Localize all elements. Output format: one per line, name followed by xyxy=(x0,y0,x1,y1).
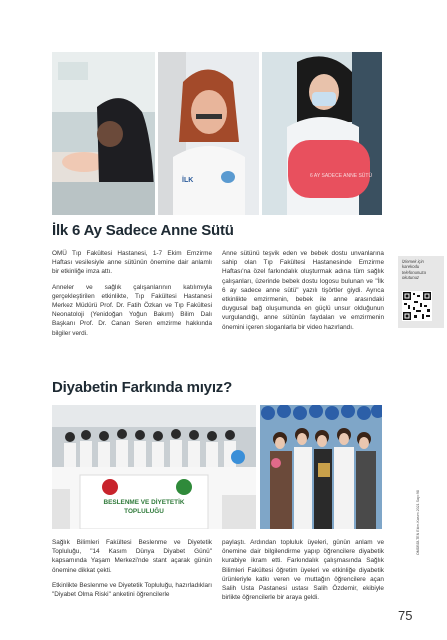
photo-masked-nurse-sign xyxy=(262,52,382,215)
photo-nurse-with-baby xyxy=(52,52,155,215)
section2-col2 xyxy=(222,538,384,608)
page-number: 75 xyxy=(398,608,413,623)
section1-col1 xyxy=(52,249,212,344)
sign-text: 6 AY SADECE ANNE SÜTÜ xyxy=(310,173,373,179)
section1-col2 xyxy=(222,249,384,338)
svg-text:İLK: İLK xyxy=(182,177,194,184)
paragraph: Anneler ve sağlık çalışanlarının katılımıyla gerçekleştirilen etkinlikte, Tıp Fakültesi Hastanesi Merkez Müdürü Prof. Dr. Fatih Özkan ve Tıp Fakültesi Neonatoloji (Yenidoğan Yoğun Bakım) Bilim Dalı Başkanı Prof. Dr. Canan Seren emzirme hakkında bilgiler verdi. xyxy=(52,283,212,337)
paragraph: Sağlık Bilimleri Fakültesi Beslenme ve Diyetetik Topluluğu, "14 Kasım Dünya Diyabet Günü" kapsamında Yaşam Merkezi'nde stant açarak günün önemine dikkat çekti. xyxy=(52,539,212,574)
paragraph: Etkinlikte Beslenme ve Diyetetik Topluluğu, hazırladıkları "Diyabet Olma Riski" anketini öğrencilerle xyxy=(52,581,212,599)
photo-students-with-plaque xyxy=(260,405,382,529)
paragraph: paylaştı. Ardından topluluk üyeleri, günün anlam ve önemine dair bilgilendirme yapıp öğrencilere diyabetik kurabiye ikram etti. Farkındalık çalışmasında Sağlık Bilimleri Fakültesi öğretim üyeleri ve etkinliğe diyabetik ürünleriyle katkı veren ve muttağın öğrencilere açan Salih Usta Pastanesi ustası Salih Özdemir, ekibiyle birlikte öğrencilerle bir araya geldi. xyxy=(222,539,384,602)
paragraph: OMÜ Tıp Fakültesi Hastanesi, 1-7 Ekim Emzirme Haftası vesilesiyle anne sütünün önemine dair anlamlı bir etkinliğe imza attı. xyxy=(52,250,212,276)
publication-info: OMÜBÜLTEN Ekim-Kasım 2021 Sayı:98 xyxy=(416,490,420,555)
qr-note: İzlemek için karekodu telefonunuza okutunuz xyxy=(402,259,426,281)
photo-woman-in-tshirt xyxy=(158,52,259,215)
banner-line1: BESLENME VE DİYETETİK xyxy=(103,499,185,506)
paragraph: Anne sütünü teşvik eden ve bebek dostu unvanlarına sahip olan Tıp Fakültesi Hastanesinde Emzirme Haftası'na özel farkındalık oluşturmak adına tüm sağlık çalışanları, üzerinde bebek dostu logosu bulunan ve "İlk 6 ay sadece anne sütü" yazılı tişörtler giydi. Ayrıca etkinlikte emzirmenin, bebek ile anne arasındaki duygusal bağ oluşumunda en güçlü unsur olduğunun vurgulandığı, anne sütünün faydaları ve emzirmenin önemini içeren sloganlarla bir video hazırlandı. xyxy=(222,250,384,331)
photo-group-with-banner xyxy=(52,405,256,529)
section1-title: İlk 6 Ay Sadece Anne Sütü xyxy=(52,222,234,239)
section2-title: Diyabetin Farkında mıyız? xyxy=(52,379,233,396)
qr-code-icon[interactable] xyxy=(402,291,432,321)
banner-line2: TOPLULUĞU xyxy=(124,508,164,515)
section2-col1 xyxy=(52,538,212,605)
